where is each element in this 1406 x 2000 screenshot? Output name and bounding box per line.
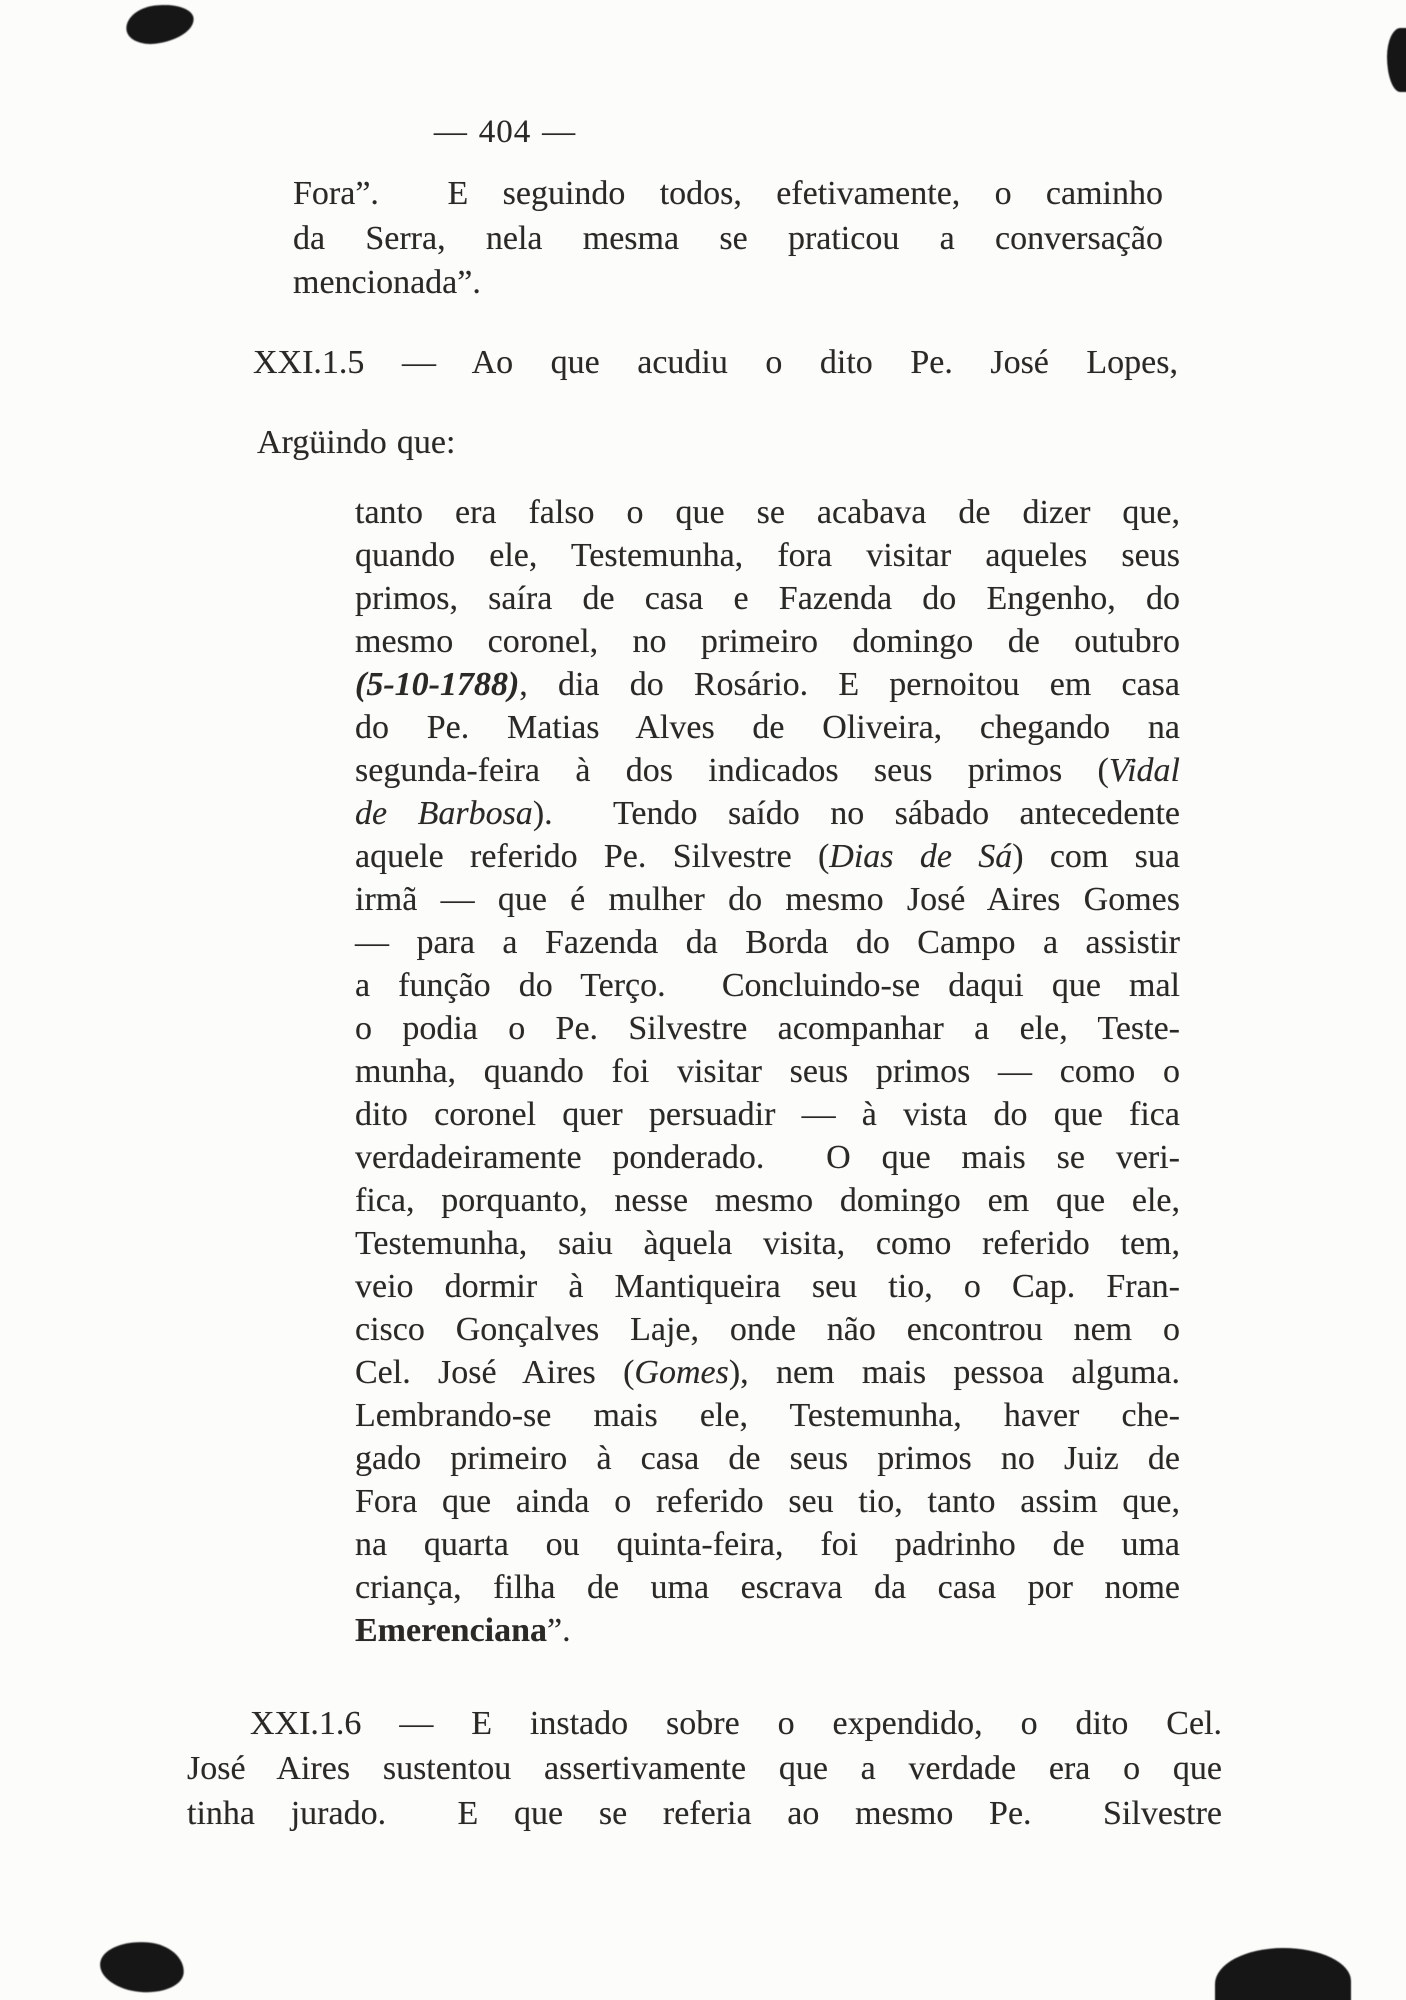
text-segment: ), nem mais pessoa alguma. <box>728 1354 1180 1391</box>
scan-ink-mark-top-right <box>1387 28 1406 92</box>
text-segment: Dias de Sá <box>829 838 1013 875</box>
text-segment: tanto era falso o que se acabava de dizer que, <box>355 494 1180 531</box>
text-segment: gado primeiro à casa de seus primos no Juiz de <box>355 1440 1180 1477</box>
text-line <box>355 792 1180 835</box>
text-segment: Vidal <box>1108 752 1180 789</box>
text-line <box>355 534 1180 577</box>
text-line <box>355 706 1180 749</box>
text-line <box>253 341 1178 385</box>
text-segment: primos, saíra de casa e Fazenda do Engenho, do <box>355 580 1180 617</box>
text-segment: de Barbosa <box>355 795 533 832</box>
text-segment: ”. <box>547 1612 571 1649</box>
text-segment: o podia o Pe. Silvestre acompanhar a ele, Teste- <box>355 1010 1180 1047</box>
text-segment: ). Tendo saído no sábado antecedente <box>532 795 1180 832</box>
text-segment: quando ele, Testemunha, fora visitar aqueles seus <box>355 537 1180 574</box>
text-line <box>355 1437 1180 1480</box>
text-segment: Emerenciana <box>355 1612 548 1649</box>
text-segment: José Aires sustentou assertivamente que a verdade era o que <box>187 1750 1222 1787</box>
testimony-quote-paragraph <box>355 491 1180 1652</box>
text-line <box>355 1265 1180 1308</box>
text-line <box>355 663 1180 706</box>
text-line <box>355 1050 1180 1093</box>
text-line <box>355 1308 1180 1351</box>
text-segment: fica, porquanto, nesse mesmo domingo em que ele, <box>355 1182 1180 1219</box>
text-line <box>355 921 1180 964</box>
text-line <box>355 1093 1180 1136</box>
text-line <box>355 1136 1180 1179</box>
text-segment: XXI.1.6 — E instado sobre o expendido, o dito Cel. <box>250 1705 1222 1742</box>
text-line <box>257 421 957 465</box>
text-line <box>355 577 1180 620</box>
text-line <box>355 1566 1180 1609</box>
text-line <box>355 964 1180 1007</box>
text-segment: da Serra, nela mesma se praticou a conversação <box>293 219 1163 257</box>
text-segment: Cel. José Aires ( <box>355 1354 635 1391</box>
text-line <box>355 749 1180 792</box>
section-xxi-1-6-paragraph <box>187 1701 1222 1836</box>
text-line <box>187 1746 1222 1791</box>
text-segment: irmã — que é mulher do mesmo José Aires Gomes <box>355 881 1180 918</box>
text-line <box>355 1179 1180 1222</box>
text-segment: Lembrando-se mais ele, Testemunha, haver che- <box>355 1397 1180 1434</box>
text-segment: na quarta ou quinta-feira, foi padrinho de uma <box>355 1526 1180 1563</box>
text-segment: dito coronel quer persuadir — à vista do que fica <box>355 1096 1180 1133</box>
text-segment: ) com sua <box>1012 838 1180 875</box>
text-line <box>355 1480 1180 1523</box>
text-segment: mesmo coronel, no primeiro domingo de outubro <box>355 623 1180 660</box>
scan-ink-mark-bottom-left <box>98 1938 186 1995</box>
scan-ink-mark-top-left <box>124 1 196 47</box>
text-segment: aquele referido Pe. Silvestre ( <box>355 838 830 875</box>
text-line <box>355 1394 1180 1437</box>
text-line <box>293 261 1163 306</box>
text-segment: verdadeiramente ponderado. O que mais se veri- <box>355 1139 1180 1176</box>
text-segment: mencionada”. <box>293 264 481 301</box>
text-segment: segunda-feira à dos indicados seus primos ( <box>355 752 1109 789</box>
text-segment: Argüindo que: <box>257 424 456 461</box>
text-segment: , dia do Rosário. E pernoitou em casa <box>519 666 1180 703</box>
arguindo-que-paragraph <box>257 421 957 465</box>
text-line <box>355 620 1180 663</box>
text-line <box>355 835 1180 878</box>
text-line <box>355 1609 1180 1652</box>
text-segment: tinha jurado. E que se referia ao mesmo Pe. Silvestre <box>187 1795 1222 1832</box>
text-line <box>355 1351 1180 1394</box>
text-segment: Fora que ainda o referido seu tio, tanto assim que, <box>355 1483 1180 1520</box>
text-line <box>187 1791 1222 1836</box>
text-line <box>355 1007 1180 1050</box>
page-number: — 404 — <box>433 114 577 150</box>
text-line <box>187 1701 1222 1746</box>
text-segment: criança, filha de uma escrava da casa por nome <box>355 1569 1180 1606</box>
text-line <box>293 217 1163 262</box>
text-segment: Testemunha, saiu àquela visita, como referido tem, <box>355 1225 1180 1262</box>
text-segment: munha, quando foi visitar seus primos — como o <box>355 1053 1180 1090</box>
text-segment: Fora”. E seguindo todos, efetivamente, o caminho <box>293 175 1163 212</box>
text-line <box>355 1523 1180 1566</box>
text-segment: do Pe. Matias Alves de Oliveira, chegando na <box>355 709 1180 746</box>
text-segment: (5-10-1788) <box>355 666 520 703</box>
text-line <box>355 491 1180 534</box>
text-segment: Gomes <box>634 1354 729 1391</box>
text-segment: a função do Terço. Concluindo-se daqui que mal <box>355 967 1180 1004</box>
scan-ink-mark-bottom-right <box>1215 1948 1351 2000</box>
opening-quote-paragraph <box>293 172 1163 306</box>
section-xxi-1-5-paragraph <box>253 341 1178 385</box>
text-line <box>293 172 1163 217</box>
text-segment: veio dormir à Mantiqueira seu tio, o Cap. Fran- <box>355 1268 1180 1305</box>
text-line <box>355 1222 1180 1265</box>
text-line <box>355 878 1180 921</box>
text-segment: cisco Gonçalves Laje, onde não encontrou nem o <box>355 1311 1180 1348</box>
text-segment: XXI.1.5 — Ao que acudiu o dito Pe. José Lopes, <box>253 344 1178 381</box>
text-segment: — para a Fazenda da Borda do Campo a assistir <box>355 924 1180 961</box>
